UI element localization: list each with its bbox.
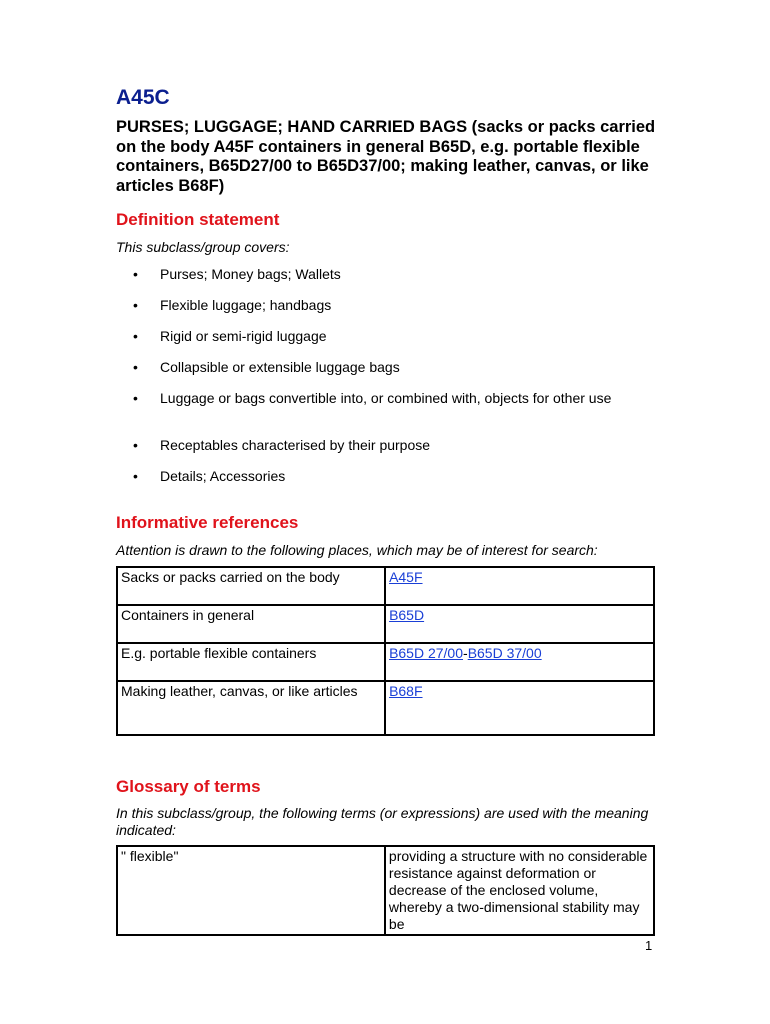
bullet-icon: • <box>133 468 138 484</box>
glossary-intro: In this subclass/group, the following terms (or expressions) are used with the meaning indicated: <box>116 805 649 838</box>
references-heading: Informative references <box>116 513 299 532</box>
reference-description: E.g. portable flexible containers <box>117 643 385 681</box>
list-item-text: Receptables characterised by their purpose <box>160 437 431 453</box>
reference-link[interactable]: B68F <box>389 683 423 699</box>
bullet-icon: • <box>133 328 138 344</box>
glossary-term: " flexible" <box>117 846 385 935</box>
table-row <box>117 846 654 935</box>
table-row <box>117 567 654 605</box>
reference-link[interactable]: A45F <box>389 569 423 585</box>
reference-link[interactable]: B65D <box>389 607 425 623</box>
references-intro: Attention is drawn to the following places, which may be of interest for search: <box>116 542 598 558</box>
glossary-meaning: providing a structure with no considerable resistance against deformation or decrease of the enclosed volume, whereby a two-dimensional stability may be <box>385 846 654 935</box>
definition-heading: Definition statement <box>116 210 280 229</box>
bullet-icon: • <box>133 359 138 375</box>
subclass-title: PURSES; LUGGAGE; HAND CARRIED BAGS (sacks or packs carried on the body A45F containers in general B65D, e.g. portable flexible containers, B65D27/00 to B65D37/00; making leather, canvas, or like articles B68F) <box>116 118 656 195</box>
table-row <box>117 605 654 643</box>
references-table <box>116 566 655 736</box>
subclass-code: A45C <box>116 86 170 109</box>
reference-link-cell <box>385 567 654 605</box>
reference-link[interactable]: B65D 27/00 <box>389 645 464 661</box>
bullet-icon: • <box>133 266 138 282</box>
range-separator: - <box>463 645 468 661</box>
bullet-icon: • <box>133 297 138 313</box>
list-item-text: Rigid or semi-rigid luggage <box>160 328 327 344</box>
list-item-text: Details; Accessories <box>160 468 286 484</box>
reference-description: Containers in general <box>117 605 385 643</box>
reference-link-cell <box>385 605 654 643</box>
page-number: 1 <box>645 938 653 953</box>
reference-link[interactable]: B65D 37/00 <box>467 645 542 661</box>
list-item-text: Luggage or bags convertible into, or combined with, objects for other use <box>160 390 612 406</box>
bullet-icon: • <box>133 437 138 453</box>
glossary-heading: Glossary of terms <box>116 777 261 796</box>
bullet-icon: • <box>133 390 138 406</box>
reference-description: Making leather, canvas, or like articles <box>117 681 385 735</box>
list-item-text: Flexible luggage; handbags <box>160 297 332 313</box>
table-row <box>117 643 654 681</box>
list-item-text: Collapsible or extensible luggage bags <box>160 359 400 375</box>
reference-link-cell <box>385 681 654 735</box>
table-row <box>117 681 654 735</box>
list-item-text: Purses; Money bags; Wallets <box>160 266 341 282</box>
definition-intro: This subclass/group covers: <box>116 239 290 255</box>
reference-description: Sacks or packs carried on the body <box>117 567 385 605</box>
glossary-table <box>116 845 655 936</box>
reference-link-cell <box>385 643 654 681</box>
